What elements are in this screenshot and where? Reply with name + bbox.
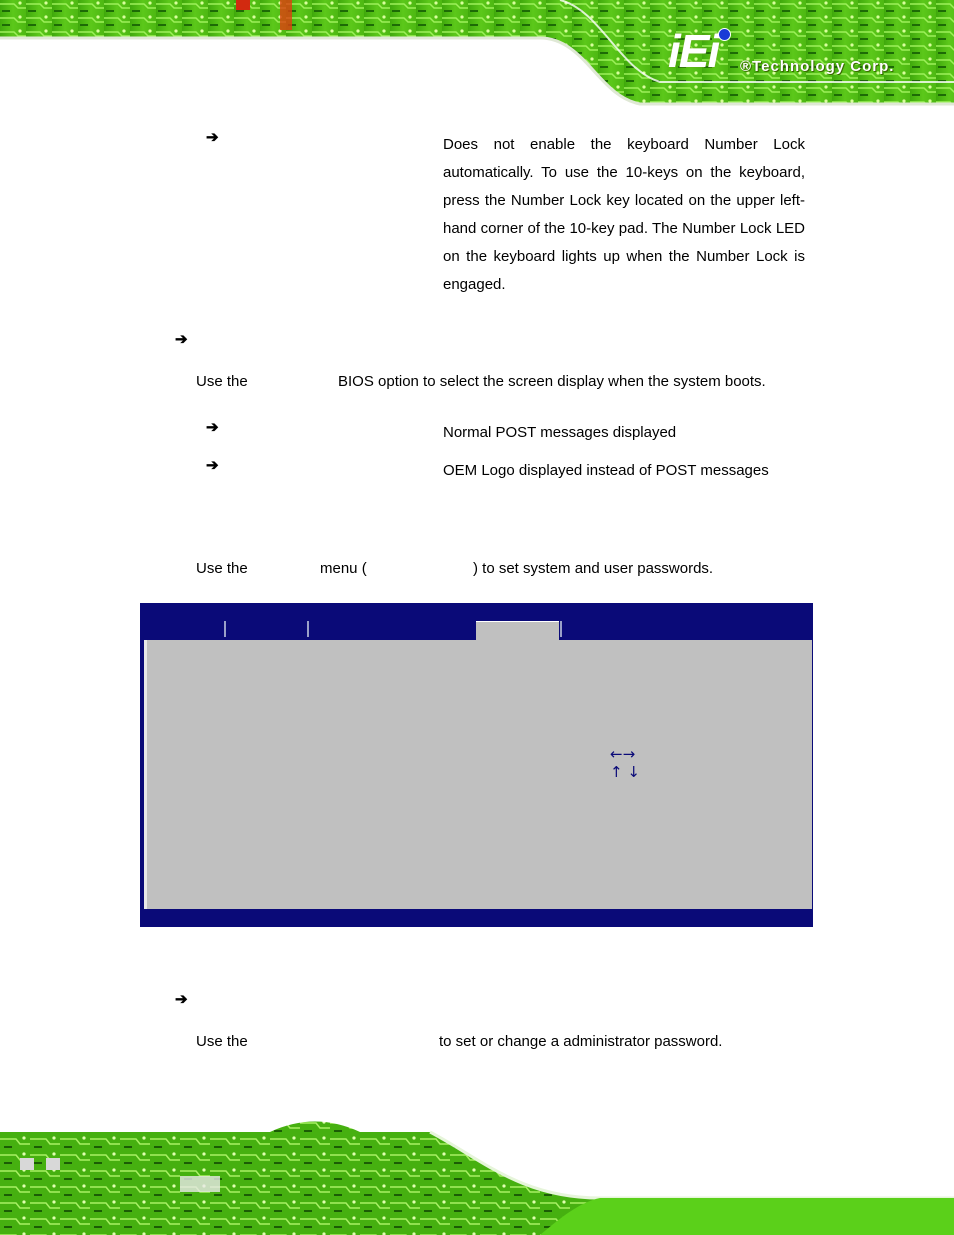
quiet-boot-intro-prefix: Use the — [196, 373, 248, 390]
bullet-arrow-icon: ➔ — [175, 331, 188, 348]
bullet-arrow-icon: ➔ — [206, 419, 219, 436]
bullet-arrow-icon: ➔ — [175, 991, 188, 1008]
bios-main-panel — [144, 640, 605, 909]
tab-separator — [307, 621, 309, 637]
security-intro-suffix: ) to set system and user passwords. — [473, 560, 714, 577]
security-intro-middle: menu ( — [320, 560, 367, 577]
tab-separator — [560, 621, 562, 637]
quiet-boot-enabled-description: OEM Logo displayed instead of POST messages — [443, 462, 769, 479]
quiet-boot-disabled-description: Normal POST messages displayed — [443, 424, 677, 441]
page-footer-banner — [0, 1118, 954, 1235]
bios-help-panel — [604, 640, 812, 909]
bios-security-menu-screenshot — [140, 603, 813, 927]
logo-dot-icon — [718, 28, 731, 41]
tab-security-active[interactable] — [476, 621, 559, 641]
page-header-banner — [0, 0, 954, 112]
admin-password-intro-prefix: Use the — [196, 1033, 248, 1050]
security-intro-prefix: Use the — [196, 560, 248, 577]
up-down-arrows-icon: ↑ ↓ — [610, 763, 640, 781]
logo-wordmark: iEi — [668, 25, 719, 77]
brand-name: ®Technology Corp. — [740, 58, 895, 75]
bullet-arrow-icon: ➔ — [206, 129, 219, 146]
quiet-boot-intro-suffix: BIOS option to select the screen display when the system boots. — [338, 373, 766, 390]
left-right-arrows-icon: ←→ — [610, 745, 636, 763]
circuit-board-footer-graphic — [0, 1118, 954, 1235]
nav-keys-legend — [610, 745, 640, 781]
admin-password-intro-suffix: to set or change a administrator password. — [439, 1033, 723, 1050]
bullet-arrow-icon: ➔ — [206, 457, 219, 474]
tab-separator — [224, 621, 226, 637]
iei-logo — [668, 25, 938, 80]
numlock-off-description: Does not enable the keyboard Number Lock automatically. To use the 10-keys on the keyboard, press the Number Lock key located on the upper left-hand corner of the 10-key pad. The Number Lock LED on the keyboard lights up when the Number Lock is engaged. — [443, 136, 805, 293]
